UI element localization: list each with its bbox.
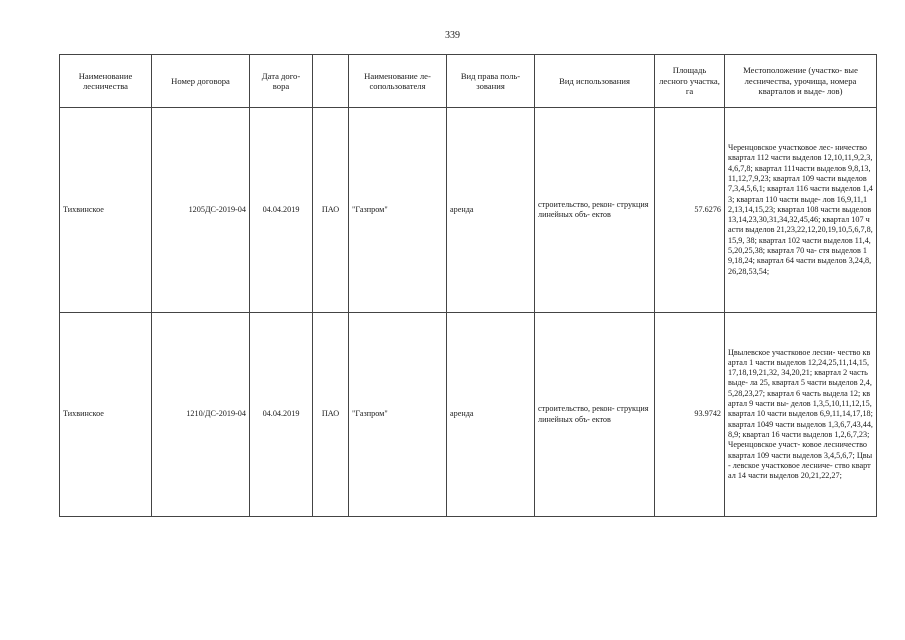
header-use-type: Вид использования — [535, 55, 655, 108]
cell-area: 57.6276 — [655, 108, 725, 313]
cell-area: 93.9742 — [655, 313, 725, 517]
cell-location: Черенцовское участковое лес- ничество квартал 112 части выделов 12,10,11,9,2,3,4,6,7,8; квартал 111части выделов 9,8,13,11,12,7,9,23; квартал 109 части выделов 7,3,4,5,6,1; квартал 116 части выделов 1,43; квартал 110 части выде- лов 16,9,11,12,13,14,15,23; квартал 108 части выделов 13,14,23,30,31,34,32,45,46; квартал 107 части выделов 21,23,22,12,20,19,10,5,6,7,8,15,9, 38; квартал 102 части выделов 11,4,5,20,25,38; квартал 70 ча- стя выделов 19,18,24; квартал 64 части выделов 3,24,8,26,28,53,54; — [725, 108, 877, 313]
cell-use-type: строительство, рекон- струкция линейных объ- ектов — [535, 313, 655, 517]
cell-contract-number: 1205ДС-2019-04 — [152, 108, 250, 313]
cell-forest-user: "Газпром" — [349, 313, 447, 517]
header-area: Площадь лесного участка, га — [655, 55, 725, 108]
header-right-type: Вид права поль- зования — [447, 55, 535, 108]
cell-use-type: строительство, рекон- струкция линейных объ- ектов — [535, 108, 655, 313]
table-row — [60, 108, 877, 313]
header-forestry: Наименование лесничества — [60, 55, 152, 108]
cell-contract-number: 1210/ДС-2019-04 — [152, 313, 250, 517]
table-header — [60, 55, 877, 108]
cell-forest-user: "Газпром" — [349, 108, 447, 313]
cell-contract-date: 04.04.2019 — [250, 313, 313, 517]
cell-right-type: аренда — [447, 313, 535, 517]
cell-org-form: ПАО — [313, 313, 349, 517]
page-number: 339 — [445, 30, 460, 41]
header-forest-user: Наименование ле- сопользователя — [349, 55, 447, 108]
cell-org-form: ПАО — [313, 108, 349, 313]
header-contract-number: Номер договора — [152, 55, 250, 108]
header-row — [60, 55, 877, 108]
cell-contract-date: 04.04.2019 — [250, 108, 313, 313]
header-org-form — [313, 55, 349, 108]
header-contract-date: Дата дого- вора — [250, 55, 313, 108]
cell-right-type: аренда — [447, 108, 535, 313]
forest-lease-table — [59, 54, 877, 517]
header-location: Местоположение (участко- вые лесничества, урочища, номера кварталов и выде- лов) — [725, 55, 877, 108]
cell-forestry: Тихвинское — [60, 313, 152, 517]
cell-location: Цвылевское участковое лесни- чество квартал 1 части выделов 12,24,25,11,14,15,17,18,19,21,32, 34,20,21; квартал 2 часть выде- ла 25, квартал 5 части выделов 2,4,5,28,23,27; квартал 6 часть выдела 12; квартал 9 части вы- делов 1,3,5,10,11,12,15, квартал 10 части выделов 6,9,11,14,17,18; квартал 1049 части выделов 1,3,6,7,43,44,8,9; квартал 16 части выделов 1,2,6,7,23; Черенцовское участ- ковое лесничество квартал 109 части выделов 3,4,5,6,7; Цвы- левское участковое лесниче- ство квартал 14 части выделов 20,21,22,27; — [725, 313, 877, 517]
table-row — [60, 313, 877, 517]
cell-forestry: Тихвинское — [60, 108, 152, 313]
